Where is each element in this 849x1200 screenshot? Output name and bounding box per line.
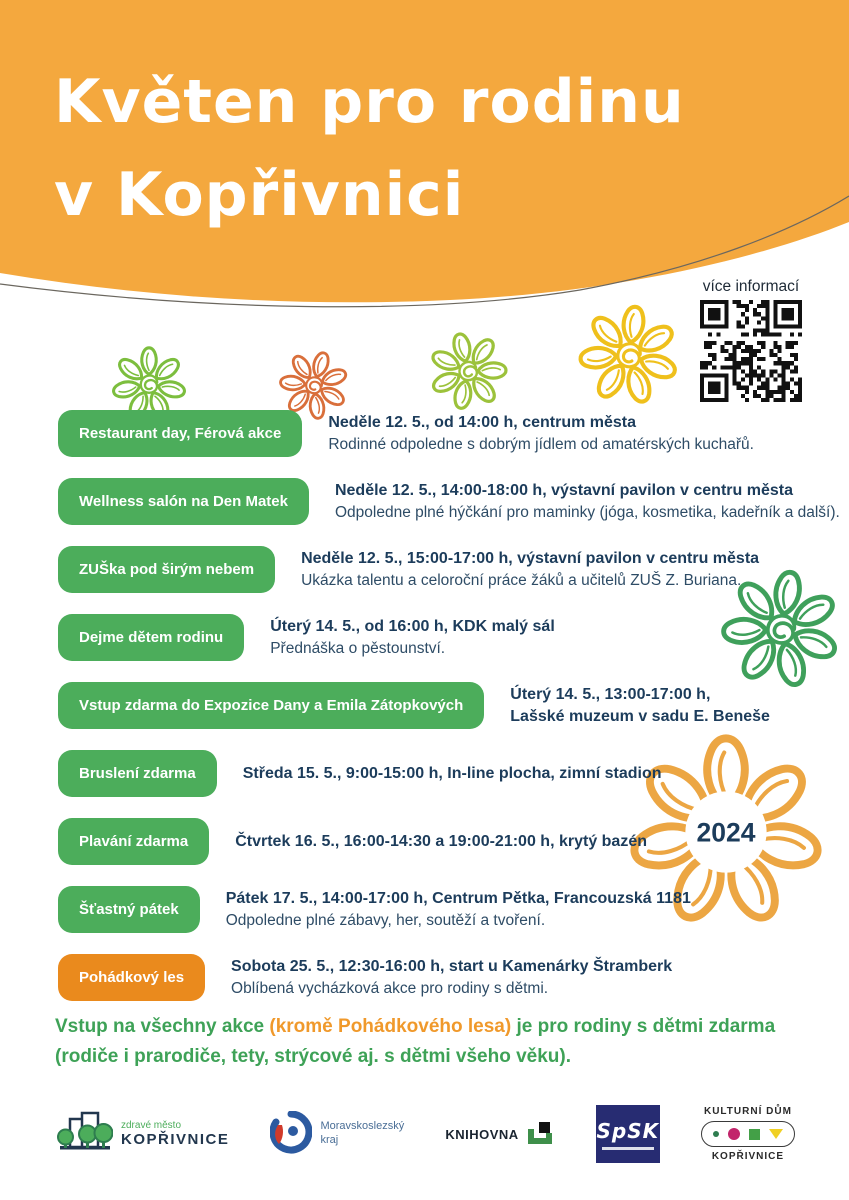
- event-datetime: Neděle 12. 5., 15:00-17:00 h, výstavní pavilon v centru města: [301, 549, 760, 567]
- event-details: [335, 482, 840, 522]
- kd-shapes-pill: [701, 1121, 795, 1147]
- kraj-emblem-icon: [270, 1111, 312, 1157]
- event-row: [58, 886, 818, 933]
- event-label-badge: Vstup zdarma do Expozice Dany a Emila Zátopkových: [58, 682, 484, 729]
- logos-bar: [55, 1096, 795, 1172]
- event-details: [226, 890, 691, 930]
- event-details: [235, 833, 647, 851]
- kd-dot-icon: [713, 1131, 719, 1137]
- event-datetime: Sobota 25. 5., 12:30-16:00 h, start u Kamenárky Štramberk: [231, 957, 673, 975]
- event-datetime: Úterý 14. 5., od 16:00 h, KDK malý sál: [270, 617, 555, 635]
- event-label-badge: Bruslení zdarma: [58, 750, 217, 797]
- footer-note-orange: (kromě Pohádkového lesa): [269, 1016, 512, 1037]
- footer-note-green-1: Vstup na všechny akce: [55, 1016, 270, 1037]
- event-datetime: Pátek 17. 5., 14:00-17:00 h, Centrum Pětka, Francouzská 1181: [225, 889, 691, 907]
- year-label: 2024: [696, 817, 756, 848]
- event-details: [301, 550, 759, 590]
- footer-note: [55, 1012, 813, 1073]
- event-row: [58, 410, 818, 457]
- event-datetime: Neděle 12. 5., od 14:00 h, centrum města: [328, 413, 637, 431]
- event-description: Odpoledne plné zábavy, her, soutěží a tvoření.: [225, 911, 546, 929]
- footer-note-green-2: je pro rodiny s dětmi zdarma: [511, 1016, 776, 1037]
- kd-triangle-icon: [769, 1129, 783, 1139]
- title-line-2: v Kopřivnici: [54, 160, 465, 230]
- event-description: Oblíbená vycházková akce pro rodiny s dětmi.: [231, 979, 549, 997]
- knihovna-mark-icon: [527, 1121, 555, 1147]
- event-row: [58, 682, 818, 729]
- qr-code: [700, 300, 802, 402]
- logo-spsk: [596, 1105, 660, 1163]
- logo-kraj-top: Moravskoslezský: [320, 1120, 405, 1133]
- events-list: [58, 410, 840, 1001]
- event-label-badge: Šťastný pátek: [58, 886, 200, 933]
- logo-knihovna: [445, 1121, 554, 1147]
- event-details: [231, 958, 672, 998]
- event-datetime: Čtvrtek 16. 5., 16:00-14:30 a 19:00-21:00 h, krytý bazén: [235, 832, 647, 850]
- event-datetime: Neděle 12. 5., 14:00-18:00 h, výstavní pavilon v centru města: [334, 481, 793, 499]
- event-description: Rodinné odpoledne s dobrým jídlem od amatérských kuchařů.: [328, 435, 754, 453]
- event-datetime: Úterý 14. 5., 13:00-17:00 h,: [510, 685, 711, 703]
- flower-icon-yellow: [567, 293, 691, 417]
- event-row: [58, 546, 818, 593]
- logo-knihovna-label: KNIHOVNA: [445, 1126, 519, 1142]
- logo-kraj-bottom: kraj: [320, 1134, 339, 1146]
- event-row: [58, 478, 840, 525]
- event-datetime: Středa 15. 5., 9:00-15:00 h, In-line plocha, zimní stadion: [242, 764, 662, 782]
- event-row: [58, 818, 818, 865]
- event-label-badge: Plavání zdarma: [58, 818, 209, 865]
- qr-label: více informací: [702, 278, 800, 295]
- logo-kulturni-dum: [701, 1106, 795, 1162]
- page-title: [54, 56, 685, 242]
- event-details: [243, 765, 662, 783]
- event-label-badge: Wellness salón na Den Matek: [58, 478, 309, 525]
- event-description: Ukázka talentu a celoroční práce žáků a učitelů ZUŠ Z. Buriana.: [301, 571, 742, 589]
- event-row: [58, 954, 818, 1001]
- event-label-badge: Dejme dětem rodinu: [58, 614, 244, 661]
- footer-note-line-2: (rodiče i prarodiče, tety, strýcové aj. s dětmi všeho věku).: [55, 1046, 572, 1068]
- event-label-badge: Pohádkový les: [58, 954, 205, 1001]
- logo-spsk-subtext-bar: [602, 1147, 654, 1150]
- logo-zdrave-mesto-top: zdravé město: [121, 1120, 182, 1131]
- event-label-badge: Restaurant day, Férová akce: [58, 410, 302, 457]
- event-row: [58, 614, 818, 661]
- event-label-badge: ZUŠka pod širým nebem: [58, 546, 275, 593]
- city-trees-icon: [55, 1110, 113, 1158]
- logo-moravskoslezsky-kraj: [270, 1111, 404, 1157]
- event-description: Přednáška o pěstounství.: [270, 639, 446, 657]
- event-description: Odpoledne plné hýčkání pro maminky (jóga, kosmetika, kadeřník a další).: [334, 503, 840, 521]
- event-row: [58, 750, 818, 797]
- logo-zdrave-mesto-koprivnice: [55, 1110, 229, 1158]
- kd-circle-icon: [728, 1128, 740, 1140]
- kd-square-icon: [749, 1129, 760, 1140]
- logo-kd-bottom: KOPŘIVNICE: [711, 1151, 785, 1162]
- title-line-1: Květen pro rodinu: [54, 67, 685, 137]
- logo-spsk-label: SpSK: [596, 1118, 660, 1143]
- event-details: [270, 618, 555, 658]
- event-description: Lašské muzeum v sadu E. Beneše: [510, 707, 770, 725]
- event-details: [510, 686, 770, 726]
- logo-zdrave-mesto-bottom: KOPŘIVNICE: [121, 1131, 230, 1148]
- event-details: [328, 414, 754, 454]
- logo-kd-top: KULTURNÍ DŮM: [703, 1106, 792, 1117]
